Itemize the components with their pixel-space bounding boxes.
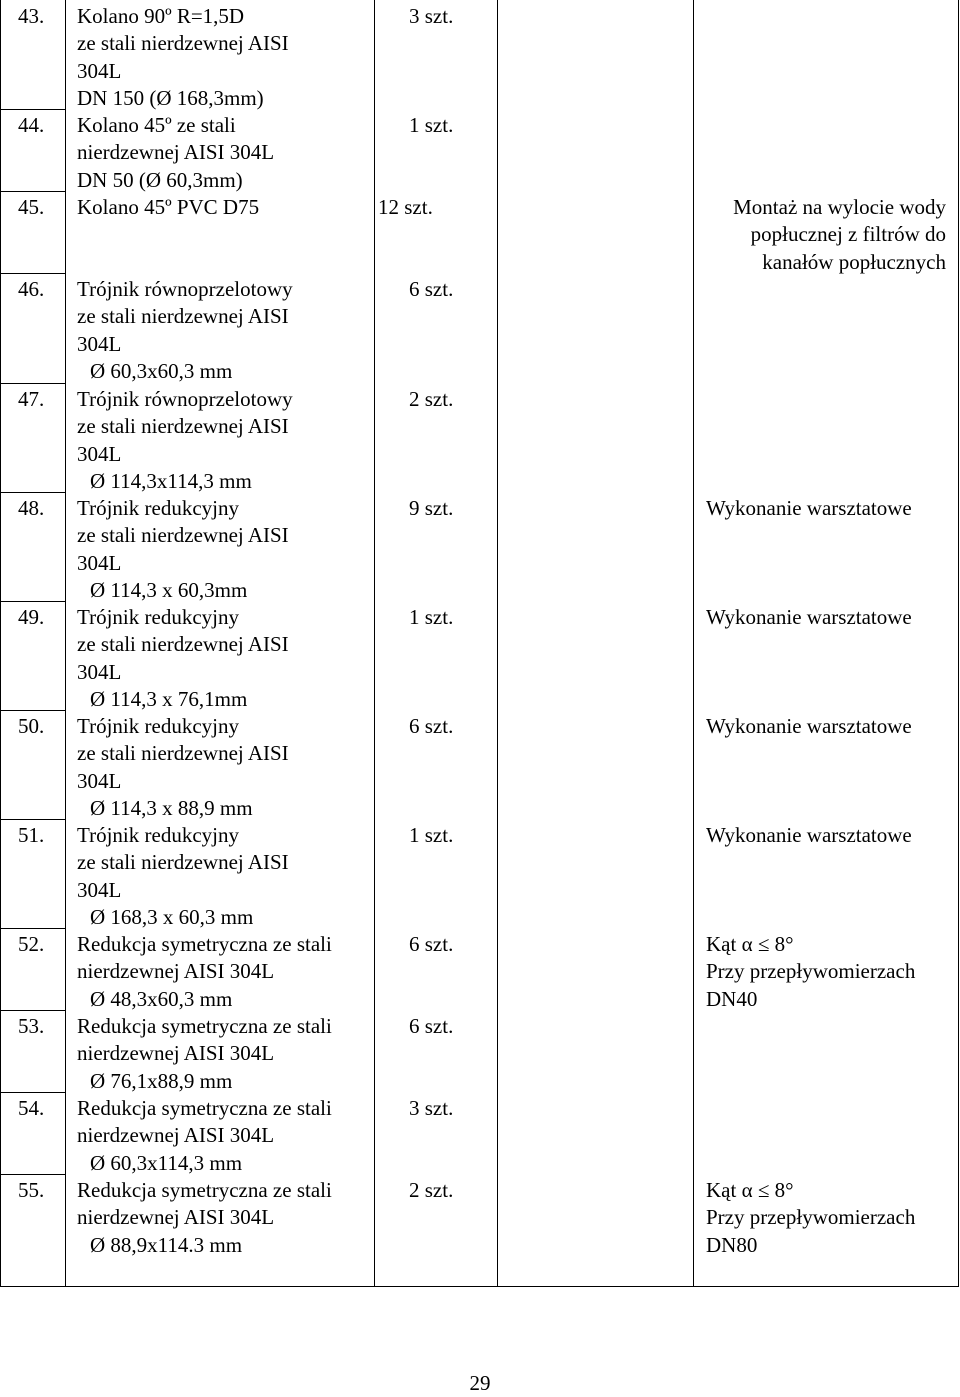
item-name-line: Trójnik redukcyjny: [77, 605, 239, 629]
item-name: [77, 1177, 332, 1259]
item-name: [77, 822, 289, 931]
item-quantity: 6 szt.: [409, 932, 454, 956]
item-name: [77, 604, 289, 713]
row-number: 54.: [18, 1096, 45, 1120]
row-number: 48.: [18, 496, 45, 520]
item-notes: [706, 604, 912, 631]
item-quantity: 2 szt.: [409, 1178, 454, 1202]
item-name-line: ze stali nierdzewnej AISI: [77, 523, 289, 548]
item-name-line: Redukcja symetryczna ze stali: [77, 1178, 332, 1202]
item-name-line: Kolano 90º R=1,5D: [77, 4, 245, 28]
item-name-line: Trójnik równoprzelotowy: [77, 277, 293, 301]
row-separator: [0, 383, 65, 384]
row-separator: [0, 710, 65, 711]
row-number: 55.: [18, 1178, 45, 1202]
item-note-line: DN80: [706, 1232, 758, 1257]
row-separator: [0, 928, 65, 929]
item-name-line: Redukcja symetryczna ze stali: [77, 1014, 332, 1038]
item-name-line: ze stali nierdzewnej AISI: [77, 31, 289, 56]
row-number: 49.: [18, 605, 45, 629]
item-note-line: Wykonanie warsztatowe: [706, 714, 912, 738]
item-note-line: kanałów popłucznych: [762, 249, 946, 274]
row-number: 44.: [18, 113, 45, 137]
column-divider-number: [65, 0, 66, 1287]
item-notes: [706, 931, 915, 1013]
item-name: [77, 495, 289, 604]
item-note-line: Wykonanie warsztatowe: [706, 605, 912, 629]
item-name-line: Ø 114,3 x 60,3mm: [90, 577, 248, 602]
item-name-line: nierdzewnej AISI 304L: [77, 1041, 275, 1066]
item-note-line: popłucznej z filtrów do: [750, 222, 946, 247]
item-name-line: 304L: [77, 550, 122, 575]
item-name: [77, 194, 259, 221]
row-separator: [0, 273, 65, 274]
item-name: [77, 112, 274, 194]
item-note-line: DN40: [706, 986, 758, 1011]
item-name: [77, 931, 332, 1013]
item-name-line: Ø 168,3 x 60,3 mm: [90, 904, 254, 929]
item-quantity: 1 szt.: [409, 605, 454, 629]
item-note-line: Przy przepływomierzach: [706, 959, 916, 984]
row-separator: [0, 1174, 65, 1175]
item-name: [77, 386, 293, 495]
item-name-line: Ø 114,3 x 88,9 mm: [90, 795, 253, 820]
item-name-line: nierdzewnej AISI 304L: [77, 1205, 275, 1230]
item-name-line: Redukcja symetryczna ze stali: [77, 932, 332, 956]
item-notes: [733, 194, 946, 276]
item-quantity: 1 szt.: [409, 823, 454, 847]
item-notes: [706, 495, 912, 522]
row-separator: [0, 601, 65, 602]
item-notes: [706, 822, 912, 849]
row-number: 51.: [18, 823, 45, 847]
row-number: 46.: [18, 277, 45, 301]
item-note-line: Kąt α ≤ 8°: [706, 1178, 794, 1202]
item-name-line: Kolano 45º ze stali: [77, 113, 236, 137]
item-name-line: Ø 76,1x88,9 mm: [90, 1068, 233, 1093]
item-notes: [706, 713, 912, 740]
column-divider-quantity: [497, 0, 498, 1287]
row-separator: [0, 1010, 65, 1011]
item-name-line: ze stali nierdzewnej AISI: [77, 414, 289, 439]
item-name-line: DN 50 (Ø 60,3mm): [77, 167, 243, 192]
item-quantity: 6 szt.: [409, 1014, 454, 1038]
row-number: 47.: [18, 387, 45, 411]
item-name-line: Trójnik redukcyjny: [77, 714, 239, 738]
item-name: [77, 3, 289, 112]
item-name-line: nierdzewnej AISI 304L: [77, 959, 275, 984]
row-separator: [0, 109, 65, 110]
table-border-right: [958, 0, 959, 1287]
row-separator: [0, 819, 65, 820]
item-name: [77, 1013, 332, 1095]
item-name-line: ze stali nierdzewnej AISI: [77, 741, 289, 766]
item-quantity: 1 szt.: [409, 113, 454, 137]
item-name-line: Trójnik równoprzelotowy: [77, 387, 293, 411]
item-note-line: Montaż na wylocie wody: [733, 195, 946, 219]
item-quantity: 6 szt.: [409, 714, 454, 738]
item-name: [77, 713, 289, 822]
column-divider-name: [374, 0, 375, 1287]
page-number: 29: [469, 1371, 491, 1395]
item-name-line: ze stali nierdzewnej AISI: [77, 850, 289, 875]
item-name-line: nierdzewnej AISI 304L: [77, 140, 275, 165]
item-name-line: 304L: [77, 441, 122, 466]
item-note-line: Wykonanie warsztatowe: [706, 496, 912, 520]
item-name-line: Redukcja symetryczna ze stali: [77, 1096, 332, 1120]
row-separator: [0, 191, 65, 192]
item-name-line: Ø 114,3 x 76,1mm: [90, 686, 248, 711]
item-quantity: 2 szt.: [409, 387, 454, 411]
item-note-line: Wykonanie warsztatowe: [706, 823, 912, 847]
item-quantity: 9 szt.: [409, 496, 454, 520]
row-number: 52.: [18, 932, 45, 956]
column-divider-notes: [693, 0, 694, 1287]
item-name-line: Trójnik redukcyjny: [77, 823, 239, 847]
item-name-line: Ø 60,3x114,3 mm: [90, 1150, 243, 1175]
item-name-line: Ø 114,3x114,3 mm: [90, 468, 252, 493]
item-name: [77, 276, 293, 385]
item-name-line: 304L: [77, 768, 122, 793]
item-name-line: DN 150 (Ø 168,3mm): [77, 85, 264, 110]
item-name-line: Ø 60,3x60,3 mm: [90, 358, 233, 383]
item-note-line: Przy przepływomierzach: [706, 1205, 916, 1230]
item-name-line: 304L: [77, 331, 122, 356]
row-separator: [0, 492, 65, 493]
item-quantity: 6 szt.: [409, 277, 454, 301]
item-name-line: Trójnik redukcyjny: [77, 496, 239, 520]
table-border-bottom: [0, 1286, 959, 1287]
row-number: 43.: [18, 4, 45, 28]
item-name-line: 304L: [77, 877, 122, 902]
item-name-line: Ø 88,9x114.3 mm: [90, 1232, 243, 1257]
item-name-line: ze stali nierdzewnej AISI: [77, 632, 289, 657]
item-name-line: 304L: [77, 659, 122, 684]
row-number: 45.: [18, 195, 45, 219]
item-name-line: Kolano 45º PVC D75: [77, 195, 260, 219]
item-notes: [706, 1177, 915, 1259]
row-number: 53.: [18, 1014, 45, 1038]
item-name-line: 304L: [77, 58, 122, 83]
item-note-line: Kąt α ≤ 8°: [706, 932, 794, 956]
row-number: 50.: [18, 714, 45, 738]
item-name-line: ze stali nierdzewnej AISI: [77, 304, 289, 329]
item-quantity: 12 szt.: [378, 195, 433, 219]
item-quantity: 3 szt.: [409, 4, 454, 28]
item-name-line: Ø 48,3x60,3 mm: [90, 986, 233, 1011]
item-quantity: 3 szt.: [409, 1096, 454, 1120]
item-name: [77, 1095, 332, 1177]
row-separator: [0, 1092, 65, 1093]
item-name-line: nierdzewnej AISI 304L: [77, 1123, 275, 1148]
table-border-left: [0, 0, 1, 1287]
